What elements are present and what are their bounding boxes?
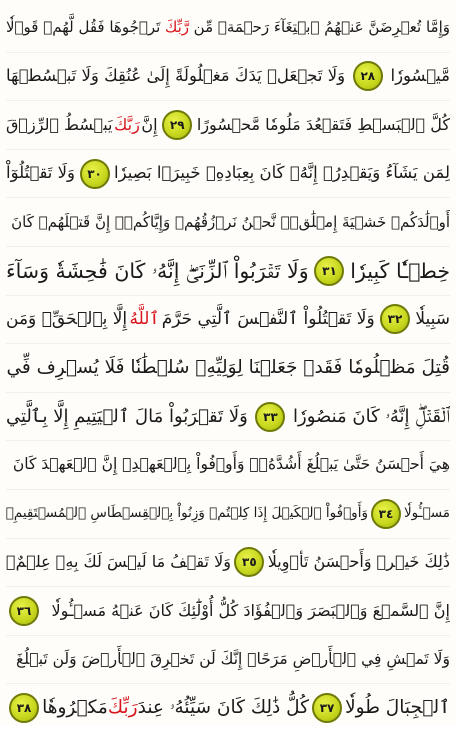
verse-text: وَلَا تَمۡشِ فِي ٱلۡأَرۡضِ مَرَحًاۖ إِنَّكَ لَن تَخۡرِقَ ٱلۡأَرۡضَ وَلَن تَبۡلُغَ — [16, 649, 450, 668]
verse-text: وَأَوۡفُواْ ٱلۡكَيۡلَ إِذَا كِلۡتُمۡ وَزِنُواْ بِٱلۡقِسۡطَاسِ ٱلۡمُسۡتَقِيمِۚ — [6, 504, 368, 521]
verse-text: خِطۡـٔٗا كَبِيرٗا — [350, 258, 450, 283]
text-line — [6, 636, 450, 685]
verse-text: لِمَن يَشَآءُ وَيَقۡدِرُۚ إِنَّهُۥ كَانَ بِعِبَادِهِۦ خَبِيرَۢا بَصِيرٗا — [114, 163, 450, 183]
verse-text: إِنَّ ٱلسَّمۡعَ وَٱلۡبَصَرَ وَٱلۡفُؤَادَ كُلُّ أُوْلَٰٓئِكَ كَانَ عَنۡهُ مَسۡـُٔولٗا — [51, 600, 450, 620]
text-line — [6, 539, 450, 588]
text-line — [6, 296, 450, 345]
verse-number-marker: ٢٨ — [353, 61, 383, 91]
verse-text: مَسۡـُٔولٗا — [403, 504, 450, 521]
divine-name-highlight: رَبِّكَ — [107, 696, 138, 718]
text-line — [6, 441, 450, 490]
divine-name-highlight: رَبَّكَ — [114, 114, 140, 134]
verse-text: قُتِلَ مَظۡلُومٗا فَقَدۡ جَعَلۡنَا لِوَلِيِّهِۦ سُلۡطَٰنٗا فَلَا يُسۡرِف فِّي — [6, 356, 450, 378]
verse-number-marker: ٣٠ — [80, 159, 110, 189]
text-line — [6, 587, 450, 636]
verse-text: تَرۡجُوهَا فَقُل لَّهُمۡ قَوۡلٗا — [6, 18, 161, 37]
text-line — [6, 344, 450, 393]
verse-number-marker: ٣٢ — [380, 304, 410, 334]
text-line — [6, 101, 450, 150]
verse-number-marker: ٣٤ — [371, 499, 401, 529]
text-line — [6, 684, 450, 732]
verse-text: سَبِيلٗا — [415, 308, 450, 329]
verse-text: أَوۡلَٰدَكُمۡ خَشۡيَةَ إِمۡلَٰقٖۖ نَّحۡنُ نَرۡزُقُهُمۡ وَإِيَّاكُمۡۚ إِنَّ قَتۡلَهُمۡ كَانَ — [11, 212, 450, 231]
verse-text: يَبۡسُطُ ٱلرِّزۡقَ — [6, 114, 113, 134]
divine-name-highlight: ٱللَّهُ — [129, 308, 160, 329]
text-line — [6, 247, 450, 296]
text-line — [6, 490, 450, 539]
text-line — [6, 53, 450, 102]
text-line — [6, 393, 450, 442]
verse-text: وَلَا تَقۡفُ مَا لَيۡسَ لَكَ بِهِۦ عِلۡمٌۚ — [6, 552, 231, 572]
verse-text: وَلَا تَقۡرَبُواْ مَالَ ٱلۡيَتِيمِ إِلَّا بِٱلَّتِي — [6, 405, 248, 427]
verse-text: وَلَا تَقۡتُلُواْ ٱلنَّفۡسَ ٱلَّتِي حَرَّمَ — [161, 308, 375, 329]
verse-text: وَلَا تَجۡعَلۡ يَدَكَ مَغۡلُولَةً إِلَىٰ عُنُقِكَ وَلَا تَبۡسُطۡهَا — [6, 66, 346, 86]
divine-name-highlight: رَّبِّكَ — [164, 18, 190, 37]
text-line — [6, 150, 450, 199]
verse-text: وَإِمَّا تُعۡرِضَنَّ عَنۡهُمُ ٱبۡتِغَآءَ رَحۡمَةٖ مِّن — [193, 18, 450, 37]
verse-text: وَلَا تَقۡرَبُواْ ٱلزِّنَىٰٓۖ إِنَّهُۥ كَانَ فَٰحِشَةٗ وَسَآءَ — [6, 258, 309, 283]
verse-text: كُلَّ ٱلۡبَسۡطِ فَتَقۡعُدَ مَلُومٗا مَّحۡسُورًا — [196, 114, 450, 134]
verse-text: مَّيۡسُورٗا — [390, 66, 450, 86]
verse-text: ٱلۡجِبَالَ طُولٗا — [345, 696, 450, 718]
verse-number-marker: ٣١ — [314, 256, 344, 286]
verse-number-marker: ٢٩ — [162, 110, 192, 140]
verse-text: إِلَّا بِٱلۡحَقِّۗ وَمَن — [6, 308, 128, 329]
verse-text: كُلُّ ذَٰلِكَ كَانَ سَيِّئُهُۥ عِندَ — [137, 696, 309, 718]
verse-text: وَلَا تَقۡتُلُوٓاْ — [6, 163, 76, 183]
verse-number-marker: ٣٨ — [9, 693, 39, 723]
verse-text: مَكۡرُوهٗا — [42, 696, 108, 718]
verse-number-marker: ٣٥ — [234, 547, 264, 577]
text-line — [6, 198, 450, 247]
text-line — [6, 4, 450, 53]
verse-number-marker: ٣٦ — [9, 596, 39, 626]
verse-text: إِنَّ — [141, 114, 158, 134]
verse-text: ذَٰلِكَ خَيۡرٞ وَأَحۡسَنُ تَأۡوِيلٗا — [267, 552, 450, 572]
verse-number-marker: ٣٧ — [312, 693, 342, 723]
verse-text: هِيَ أَحۡسَنُ حَتَّىٰ يَبۡلُغَ أَشُدَّهُۥۚ وَأَوۡفُواْ بِٱلۡعَهۡدِۖ إِنَّ ٱلۡعَهۡدَ كَانَ — [12, 455, 450, 474]
verse-number-marker: ٣٣ — [255, 402, 285, 432]
verse-text: ٱلۡقَتۡلِۖ إِنَّهُۥ كَانَ مَنصُورٗا — [293, 405, 450, 427]
